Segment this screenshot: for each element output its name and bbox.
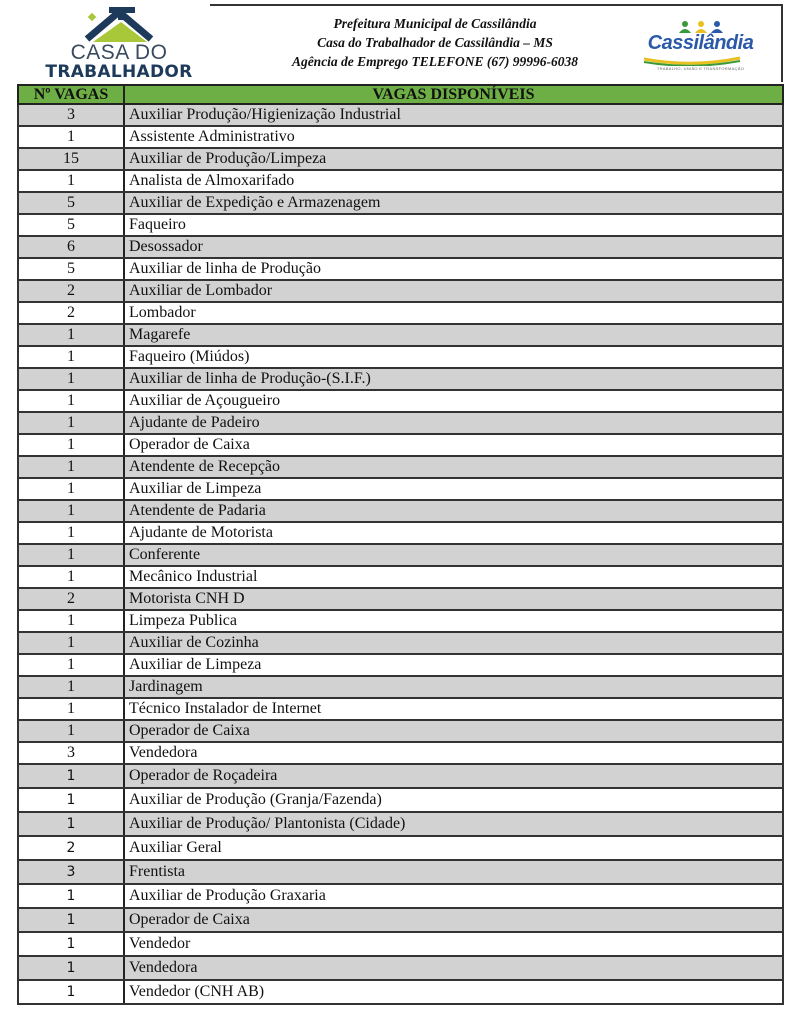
table-row: [17, 303, 784, 325]
table-row: [17, 743, 784, 765]
column-header-qty: Nº VAGAS: [19, 86, 125, 103]
table-row: [17, 589, 784, 611]
vacancy-count: 1: [19, 957, 125, 979]
vacancy-title: Motorista CNH D: [129, 590, 245, 607]
table-row: [17, 193, 784, 215]
vacancy-title: Magarefe: [129, 326, 191, 343]
table-row: [17, 545, 784, 567]
vacancy-title: Desossador: [129, 238, 203, 255]
vacancy-title: Operador de Roçadeira: [129, 767, 278, 784]
table-row: [17, 861, 784, 885]
vacancy-count: 1: [19, 677, 125, 697]
vacancy-count: 1: [19, 501, 125, 521]
vacancy-title: Auxiliar de Produção/Limpeza: [129, 150, 327, 167]
table-row: [17, 105, 784, 127]
header-title-block: [240, 14, 630, 71]
vacancy-count: 1: [19, 721, 125, 741]
vacancy-title: Vendedora: [129, 744, 198, 761]
cassilandia-logo: [638, 20, 763, 80]
vacancy-count: 1: [19, 325, 125, 345]
vacancy-title: Operador de Caixa: [129, 911, 250, 928]
vacancy-count: 1: [19, 813, 125, 835]
vacancy-count: 1: [19, 545, 125, 565]
vacancy-title: Atendente de Recepção: [129, 458, 281, 475]
vacancy-count: 1: [19, 391, 125, 411]
cassilandia-wordmark: Cassilândia: [647, 32, 754, 54]
vacancy-title: Auxiliar de Cozinha: [129, 634, 259, 651]
vacancy-title: Ajudante de Motorista: [129, 524, 273, 541]
swoosh-icon: [642, 56, 742, 66]
logo-line-1: CASA DO: [70, 41, 168, 64]
header-line-prefeitura: Prefeitura Municipal de Cassilândia: [333, 16, 537, 31]
vacancy-title: Atendente de Padaria: [129, 502, 266, 519]
table-row: [17, 237, 784, 259]
vacancy-count: 1: [19, 171, 125, 191]
table-row: [17, 909, 784, 933]
table-row: [17, 721, 784, 743]
vacancy-count: 1: [19, 413, 125, 433]
vacancy-title: Vendedora: [129, 959, 198, 976]
table-row: [17, 259, 784, 281]
vacancy-count: 1: [19, 611, 125, 631]
vacancy-title: Auxiliar de Expedição e Armazenagem: [129, 194, 381, 211]
vacancy-count: 1: [19, 479, 125, 499]
vacancy-title: Assistente Administrativo: [129, 128, 295, 145]
vacancy-title: Frentista: [129, 863, 185, 880]
table-row: [17, 435, 784, 457]
vacancy-count: 5: [19, 193, 125, 213]
vacancy-count: 3: [19, 861, 125, 883]
vacancy-title: Auxiliar de Limpeza: [129, 480, 262, 497]
vacancy-title: Mecânico Industrial: [129, 568, 258, 585]
table-row: [17, 957, 784, 981]
vacancy-title: Auxiliar de Limpeza: [129, 656, 262, 673]
table-row: [17, 149, 784, 171]
vacancy-title: Faqueiro: [129, 216, 186, 233]
vacancy-title: Auxiliar de linha de Produção-(S.I.F.): [129, 370, 371, 387]
table-row: [17, 677, 784, 699]
vacancy-title: Auxiliar de Açougueiro: [129, 392, 281, 409]
vacancy-count: 15: [19, 149, 125, 169]
vacancy-title: Operador de Caixa: [129, 436, 250, 453]
vacancy-count: 1: [19, 933, 125, 955]
table-row: [17, 523, 784, 545]
table-row: [17, 457, 784, 479]
table-header: [17, 84, 784, 105]
vacancy-title: Limpeza Publica: [129, 612, 237, 629]
vacancy-title: Auxiliar Produção/Higienização Industrial: [129, 106, 401, 123]
vacancy-count: 1: [19, 457, 125, 477]
table-row: [17, 813, 784, 837]
vacancy-count: 2: [19, 837, 125, 859]
vacancy-count: 5: [19, 259, 125, 279]
vacancy-count: 1: [19, 369, 125, 389]
header-line-telefone: Agência de Emprego TELEFONE (67) 99996-6038: [291, 54, 579, 69]
table-row: [17, 611, 784, 633]
vacancy-title: Operador de Caixa: [129, 722, 250, 739]
vacancy-title: Auxiliar de Produção (Granja/Fazenda): [129, 791, 382, 808]
table-row: [17, 215, 784, 237]
vacancy-title: Auxiliar de linha de Produção: [129, 260, 321, 277]
vacancy-count: 1: [19, 435, 125, 455]
table-row: [17, 655, 784, 677]
vacancy-count: 5: [19, 215, 125, 235]
vacancy-title: Jardinagem: [129, 678, 203, 695]
vacancy-count: 1: [19, 981, 125, 1003]
vacancy-count: 1: [19, 523, 125, 543]
vacancy-count: 3: [19, 105, 125, 125]
table-row: [17, 699, 784, 721]
vacancy-title: Lombador: [129, 304, 196, 321]
table-row: [17, 479, 784, 501]
house-roof-icon: [83, 6, 155, 44]
table-body: [17, 105, 784, 1005]
header-line-casa: Casa do Trabalhador de Cassilândia – MS: [317, 35, 553, 50]
vacancy-count: 1: [19, 909, 125, 931]
vacancy-title: Faqueiro (Miúdos): [129, 348, 250, 365]
table-row: [17, 413, 784, 435]
vacancy-count: 1: [19, 789, 125, 811]
vacancy-title: Auxiliar Geral: [129, 839, 222, 856]
vacancy-title: Auxiliar de Produção/ Plantonista (Cidade): [129, 815, 406, 832]
vacancy-title: Vendedor: [129, 935, 191, 952]
table-row: [17, 369, 784, 391]
vacancy-title: Analista de Almoxarifado: [129, 172, 295, 189]
vacancy-count: 6: [19, 237, 125, 257]
vacancy-title: Auxiliar de Lombador: [129, 282, 273, 299]
table-row: [17, 933, 784, 957]
logo-line-2: TRABALHADOR: [45, 62, 193, 82]
table-row: [17, 347, 784, 369]
table-row: [17, 391, 784, 413]
table-row: [17, 501, 784, 523]
vacancy-title: Vendedor (CNH AB): [129, 983, 265, 1000]
vacancy-count: 2: [19, 303, 125, 323]
vacancy-count: 3: [19, 743, 125, 763]
vacancy-count: 1: [19, 765, 125, 787]
table-row: [17, 765, 784, 789]
vacancy-count: 1: [19, 127, 125, 147]
table-row: [17, 325, 784, 347]
table-row: [17, 981, 784, 1005]
vacancies-table: [17, 84, 784, 1005]
table-row: [17, 885, 784, 909]
vacancy-title: Ajudante de Padeiro: [129, 414, 260, 431]
table-row: [17, 789, 784, 813]
vacancy-count: 1: [19, 567, 125, 587]
vacancy-count: 1: [19, 655, 125, 675]
cassilandia-tagline: TRABALHO, UNIÃO E TRANSFORMAÇÃO: [656, 66, 745, 71]
vacancy-title: Técnico Instalador de Internet: [129, 700, 322, 717]
table-row: [17, 171, 784, 193]
casa-do-trabalhador-logo: [28, 6, 210, 84]
table-row: [17, 633, 784, 655]
table-row: [17, 127, 784, 149]
document-header: [0, 0, 809, 84]
column-header-title: VAGAS DISPONÍVEIS: [372, 86, 535, 103]
vacancy-title: Auxiliar de Produção Graxaria: [129, 887, 326, 904]
vacancy-title: Conferente: [129, 546, 201, 563]
vacancy-count: 2: [19, 281, 125, 301]
table-row: [17, 837, 784, 861]
vacancy-count: 1: [19, 699, 125, 719]
table-row: [17, 567, 784, 589]
table-row: [17, 281, 784, 303]
vacancy-count: 1: [19, 633, 125, 653]
vacancy-count: 1: [19, 885, 125, 907]
vacancy-count: 2: [19, 589, 125, 609]
vacancy-count: 1: [19, 347, 125, 367]
